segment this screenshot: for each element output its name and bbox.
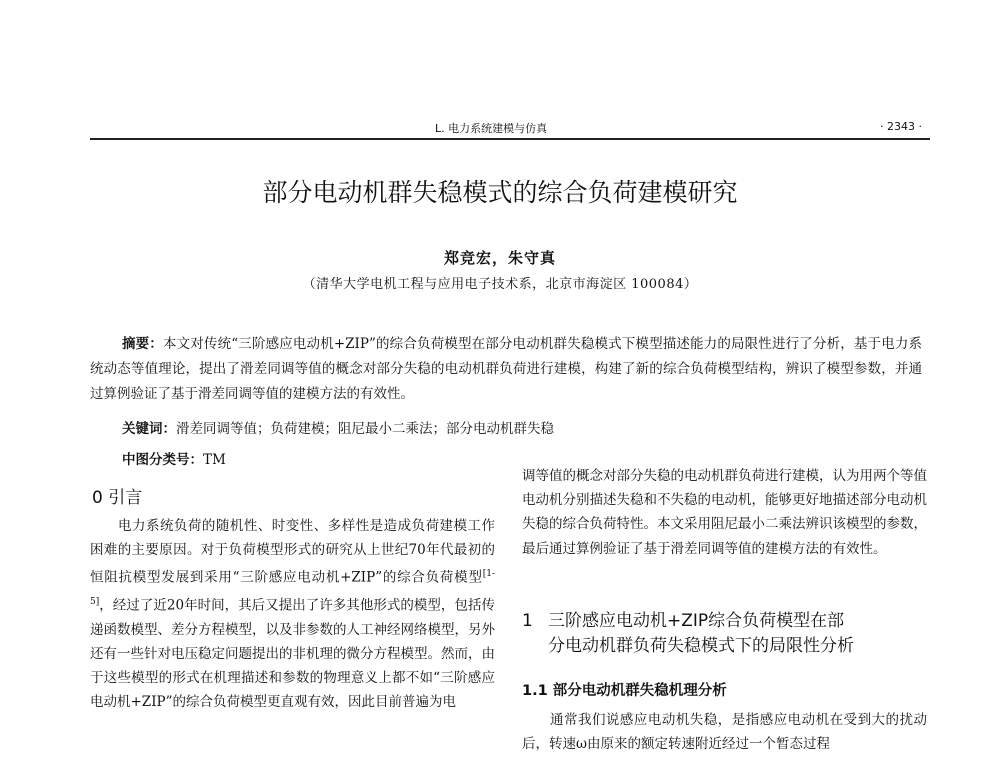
running-header-section: L. 电力系统建模与仿真	[435, 122, 548, 135]
section-1-title-line1: 三阶感应电动机+ZIP综合负荷模型在部	[548, 611, 845, 631]
abstract	[90, 332, 922, 407]
right-column-paragraph-2: 通常我们说感应电动机失稳，是指感应电动机在受到大的扰动后，转速ω由原来的额定转速附近经过一个暂态过程	[522, 712, 927, 753]
abstract-text: 本文对传统“三阶感应电动机+ZIP”的综合负荷模型在部分电动机群失稳模式下模型描述能力的局限性进行了分析，基于电力系统动态等值理论，提出了滑差同调等值的概念对部分失稳的电动机群负荷进行建模，构建了新的综合负荷模型结构，辨识了模型参数，并通过算例验证了基于滑差同调等值的建模方法的有效性。	[90, 336, 922, 402]
intro-paragraph	[90, 514, 495, 715]
citation: [1-5]	[90, 569, 495, 608]
section-heading-1	[522, 609, 922, 659]
section-1-number: 1	[522, 611, 533, 631]
header-rule	[90, 138, 930, 140]
running-header	[90, 120, 930, 140]
keywords-label: 关键词：	[122, 421, 176, 437]
page-number: · 2343 ·	[880, 120, 922, 133]
clc-text: TM	[203, 452, 226, 468]
abstract-label: 摘要：	[122, 336, 163, 352]
right-column-paragraph-1: 调等值的概念对部分失稳的电动机群负荷进行建模，认为用两个等值电动机分别描述失稳和不失稳的电动机，能够更好地描述部分电动机失稳的综合负荷特性。本文采用阻尼最小二乘法辨识该模型的参数，最后通过算例验证了基于滑差同调等值的建模方法的有效性。	[522, 468, 927, 557]
section-1-title-line2: 分电动机群负荷失稳模式下的局限性分析	[548, 636, 854, 656]
subsection-heading-1-1: 1.1 部分电动机群失稳机理分析	[522, 683, 727, 699]
authors: 郑竞宏，朱守真	[443, 249, 556, 267]
intro-text-part1: 电力系统负荷的随机性、时变性、多样性是造成负荷建模工作困难的主要原因。对于负荷模型形式的研究从上世纪70年代最初的恒阻抗模型发展到采用“三阶感应电动机+ZIP”的综合负荷模型	[90, 518, 495, 586]
section-heading-intro: 0 引言	[92, 488, 143, 508]
affiliation: （清华大学电机工程与应用电子技术系，北京市海淀区 100084）	[302, 277, 698, 292]
intro-text-part2: ，经过了近20年时间，其后又提出了许多其他形式的模型，包括传递函数模型、差分方程模型，以及非参数的人工神经网络模型，另外还有一些针对电压稳定问题提出的非机理的微分方程模型。然而，由于这些模型的形式在机理描述和参数的物理意义上都不如“三阶感应电动机+ZIP”的综合负荷模型更直观有效，因此目前普遍为电	[90, 597, 495, 711]
paper-title: 部分电动机群失稳模式的综合负荷建模研究	[262, 178, 738, 207]
keywords	[122, 417, 922, 437]
keywords-text: 滑差同调等值；负荷建模；阻尼最小二乘法；部分电动机群失稳	[176, 421, 554, 437]
clc-label: 中图分类号：	[122, 452, 203, 468]
